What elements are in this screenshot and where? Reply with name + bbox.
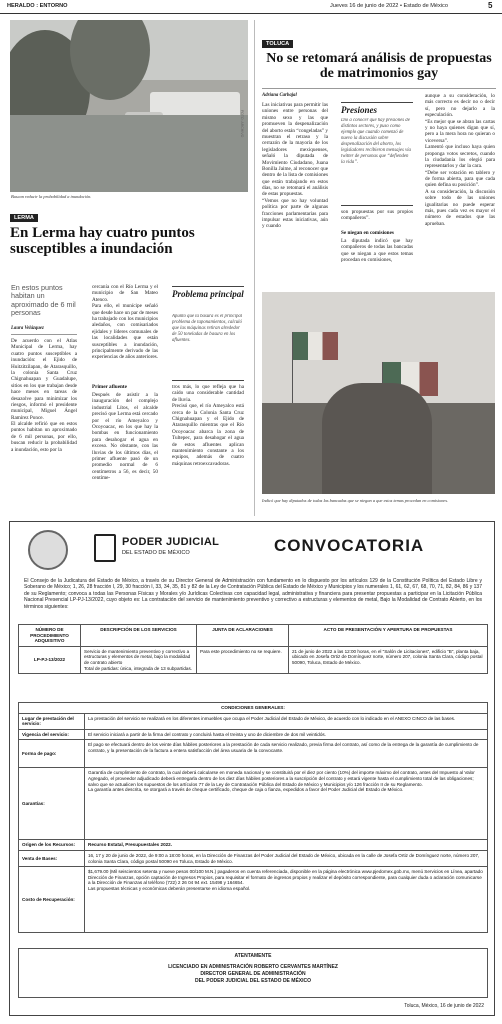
condition-text: Garantía de cumplimiento de contrato, la cual deberá calcularse en moneda nacional y se constituirá por el diez por ciento (10%) del importe máximo del contrato, antes del Impuesto al Valor Agregado, el proveedor adjudicado deberá entregarla dentro de los diez días hábiles posteriores a la suscripción del contrato y estará vigente hasta el cumplimiento total de las obligaciones; salvo que se actualicen los supuestos de los artículos 77 de la Ley de Contratación Pública del Estado de México y Municipios y/o 126 fracción II de su Reglamento. La garantía antes descrita, se otorgará a través de cheque certificado, cheque de caja o fianza, expedidos a favor del Poder Judicial del Estado de México. <box>85 768 488 840</box>
procedure-table <box>18 624 488 674</box>
condition-label: Venta de Bases: <box>19 850 85 866</box>
condition-label: Vigencia del servicio: <box>19 729 85 740</box>
conditions-title: CONDICIONES GENERALES: <box>19 703 488 714</box>
page-number: 5 <box>488 1 493 10</box>
toluca-col2-subhead: Se niegan en comisiones <box>341 230 394 236</box>
signature-line: ATENTAMENTE <box>234 953 272 959</box>
lerma-col1: De acuerdo con el Atlas Municipal de Lerma, hay cuatro puntos susceptibles a inundación: el Ejido de Huitzitzilapan, de Atarasquillo, la colonia Santa Cruz Chignahuapan y Guadalupe, sitios en los que trabajan desde hace meses en tareas de desazolve para minimizar los riesgos, informó el presidente municipal, Miguel Ángel Ramírez Ponce. El alcalde refirió que en estos puntos habitan un aproximado de 6 mil personas, por ello, buscan reducir la probabilidad a inundación, esto por la <box>11 338 77 453</box>
toluca-col2b: La diputada indicó que hay compañeros de todas las bancadas que se niegan a que estos temas procedan en comisiones, <box>341 238 413 264</box>
toluca-photo-caption: Indicó que hay diputados de todas las bancadas que se niegan a que estos temas procedan en comisiones. <box>262 498 449 503</box>
table-header: DESCRIPCIÓN DE LOS SERVICIOS <box>81 625 197 647</box>
conditions-table <box>18 702 488 933</box>
table-header: JUNTA DE ACLARACIONES <box>197 625 289 647</box>
header-date: Jueves 16 de junio de 2022 • Estado de México <box>330 3 448 9</box>
table-cell: Servicio de mantenimiento preventivo y correctivo a estructuras y elementos de metal, bajo la modalidad de contrato abierto Total de partidas: única, integrada de 13 subpartidas. <box>81 646 197 673</box>
condition-label: Garantías: <box>19 768 85 840</box>
toluca-sidebar-text: Dio a conocer que hay presiones de distintos sectores, y puso como ejemplo que cuando comenzó de nuevo la discusión sobre despenalización del aborto, los legisladores recibieron mensajes vía twitter de personas que “defienden la vida”. <box>341 118 411 165</box>
table-row <box>19 646 488 673</box>
table-row <box>19 850 488 866</box>
lerma-col2b: Después de asistir a la inauguración del complejo industrial Lítos, el alcalde precisó que Lerma está cercado por el río Ameyalco y Ocoyoacac, en los que hay la bombas en funcionamiento para desahogar el agua en exceso. No obstante, con las lluvias de los últimos días, el primer afluente pasó de un promedio normal de 6 centímetros a 56, es decir, 50 centíme- <box>92 392 158 482</box>
page-header <box>0 0 502 14</box>
lerma-sidebar-title: Problema principal <box>172 289 244 299</box>
table-row <box>19 768 488 840</box>
toluca-headline: No se retomará análisis de propuestas de matrimonios gay <box>266 51 492 81</box>
signature-block <box>18 948 488 998</box>
toluca-photo <box>262 292 495 494</box>
lerma-headline: En Lerma hay cuatro puntos susceptibles a inundación <box>10 225 195 257</box>
convocatoria-title: CONVOCATORIA <box>274 536 425 555</box>
table-row <box>19 729 488 740</box>
poder-judicial-logo-icon <box>94 534 116 562</box>
org-subtitle: DEL ESTADO DE MÉXICO <box>122 550 190 556</box>
lerma-photo-credit: FOTO: ARCHIVO <box>240 110 244 138</box>
signature-name: LICENCIADO EN ADMINISTRACIÓN ROBERTO CERVANTES MARTÍNEZ <box>168 964 338 970</box>
toluca-kicker: TOLUCA <box>262 40 293 48</box>
table-row <box>19 840 488 851</box>
convocatoria-intro: El Consejo de la Judicatura del Estado de México, a través de su Director General de Administración con fundamento en lo dispuesto por los artículos 129 de la Constitución Política del Estado Libre y Soberano de México; 1, 26, 28 fracción I, 29, 30 fracción I, 33, 34, 35, 81 y 82 de la Ley de Contratación Pública del Estado de México y Municipios y los numerales 1, 61, 62, 67, 68, 70, 71, 82, 84, 86 y 137 de su Reglamento; convoca a todas las Personas Físicas y Morales y/o Jurídicas Colectivas con capacidad legal, administrativa y financiera para presentar propuestas a participar en la Licitación Pública Nacional Presencial LP-PJ-13/2022, cuyo objeto es: La contratación del servicio de mantenimiento preventivo y correctivo a estructuras y elementos de metal, Bajo la Modalidad de Contrato Abierto, en los términos siguientes: <box>24 578 482 610</box>
table-cell: LP-PJ-13/2022 <box>19 646 81 673</box>
toluca-sidebar-title: Presiones <box>341 105 377 115</box>
table-row <box>19 740 488 768</box>
convocatoria-footer-date: Toluca, México, 16 de junio de 2022 <box>404 1003 484 1009</box>
table-row <box>19 867 488 933</box>
lerma-col2: cercanía con el Río Lerma y el municipio de San Mateo Atenco. Para ello, el munícipe señaló que desde hace un par de meses ha trabajado con los municipios aledaños, con comisariados ejidales y líderes comunales de las localidades que están susceptibles a inundación, principalmente derivado de las experiencias de años anteriores. <box>92 284 158 361</box>
lerma-photo <box>10 20 248 192</box>
lerma-kicker: LERMA <box>10 214 38 222</box>
condition-label: Costo de Recuperación: <box>19 867 85 933</box>
lerma-col3: tros más, lo que refleja que ha caído una considerable cantidad de lluvia. Precisó que, el río Ameyalco está cerca de la Colonia Santa Cruz Chignahuapan y el Ejido de Atarasquillo mientras que el Río Ocoyoacac abarca la zona de Tultepec, para desahogar el agua de estos afluentes aplican mantenimiento constante a los equipos, además de cuatro máquinas retroexcavadoras. <box>172 384 244 467</box>
convocatoria-notice <box>9 521 495 1016</box>
condition-text: $1,679.00 (Mil seiscientos setenta y nueve pesos 00/100 M.N.) pagaderos en cuenta referenciada, disponible en la página electrónica www.pjedomex.gob.mx, menú Servicios en Línea, apartado Dirección de Finanzas, opción captación de Ingresos Propios, para requisitar el formato de ingresos propios y realizar el depósito correspondiente, para cualquier duda o aclaración comunicarse a la Dirección de Finanzas al teléfono (722) 2 26 04 94 ext. 15498 y 164654. Las propuestas técnicas y económicas deberán presentarse en idioma español. <box>85 867 488 933</box>
section-label: HERALDO : ENTORNO <box>7 3 68 9</box>
condition-label: Lugar de prestación del servicio: <box>19 713 85 729</box>
lerma-author: Laura Velázquez <box>11 326 44 331</box>
table-header: ACTO DE PRESENTACIÓN Y APERTURA DE PROPUESTAS <box>289 625 488 647</box>
condition-text: Recurso Estatal, Presupuestales 2022. <box>85 840 488 851</box>
lerma-col2-subhead: Primer afluente <box>92 384 127 390</box>
condition-text: 16, 17 y 20 de junio de 2022, de 9:00 a 18:00 horas, en la Dirección de Finanzas del Poder Judicial del Estado de México, ubicada en la calle de Josefa Ortiz de Domínguez norte, número 207, colonia Santa Clara, código postal 50090 en Toluca, Estado de México. <box>85 850 488 866</box>
signature-role: DIRECTOR GENERAL DE ADMINISTRACIÓN <box>200 971 306 977</box>
table-cell: Para este procedimiento no se requiere. <box>197 646 289 673</box>
table-row <box>19 713 488 729</box>
condition-text: El servicio iniciará a partir de la firma del contrato y concluirá hasta el treinta y uno de diciembre de dos mil veintidós. <box>85 729 488 740</box>
condition-text: El pago se efectuará dentro de los veinte días hábiles posteriores a la prestación de cada servicio realizado, previa firma del contrato, así como de la entrega de la garantía de cumplimiento de contrato, y la presentación de la factura a entera satisfacción del área usuaria de la convocante. <box>85 740 488 768</box>
table-cell: 21 de junio de 2022 a las 12:00 horas, en el “Salón de Licitaciones”, edificio “B”, planta baja, ubicado en Josefa Ortiz de Domínguez norte, número 207, colonia Santa Clara, código postal 50090, Toluca, Estado de México. <box>289 646 488 673</box>
lerma-photo-caption: Buscan reducir la probabilidad a inundación. <box>11 194 92 199</box>
condition-label: Forma de pago: <box>19 740 85 768</box>
org-title: PODER JUDICIAL <box>122 536 220 548</box>
signature-org: DEL PODER JUDICIAL DEL ESTADO DE MÉXICO <box>194 978 312 984</box>
condition-text: La prestación del servicio se realizará en los diferentes inmuebles que ocupa el Poder Judicial del Estado de México, de acuerdo con lo indicado en el ANEXO CINCO de las bases. <box>85 713 488 729</box>
toluca-col3: aunque a su consideración, lo más correcto es decir no o decir sí, pero no dejarlo a la especulación. “Es mejor que se abran las cartas y no haya quienes digan que sí, pero a la mera hora no quieran o viceversa”. Lamentó que incluso haya quien proponga votos secretos, cuando la ciudadanía los elegió para representarlos y dar la cara. “Debe ser votación en tablero y de forma abierta, para que cada quien defina su posición”. A su consideración, la discusión sobre todo de las uniones igualitarias no puede esperar más, pues cada vez es mayor el número de estados que las aprueban. <box>425 93 495 227</box>
toluca-col1: Las iniciativas para permitir las uniones entre personas del mismo sexo y las que promueven la despenalización del aborto están “congeladas” y muestran el retraso y la cerrazón de la mayoría de los legisladores mexiquenses, señaló la diputada de Movimiento Ciudadano, Juana Bonilla Jaime, al reconocer que dentro de la lista de comisiones que están trabajando en estos días, no se retomará el análisis de estas propuestas. “Vemos que no hay voluntad política por parte de algunas fracciones parlamentarias para impulsar estas iniciativas, aún y cuando <box>262 102 328 230</box>
condition-label: Origen de los Recursos: <box>19 840 85 851</box>
estado-mexico-seal-icon <box>28 530 68 570</box>
lerma-sidebar-text: Apuntó que la basura es el principal problema de taponamientos, calculó que las máquinas retiran alrededor de 50 toneladas de basura en los afluentes. <box>172 314 243 343</box>
table-header: NÚMERO DE PROCEDIMIENTO ADQUISITIVO <box>19 625 81 647</box>
toluca-col2a: son propuestas por sus propios compañeros”. <box>341 209 413 222</box>
lerma-subhead: En estos puntos habitan un aproximado de 6 mil personas <box>11 283 76 317</box>
toluca-author: Adriana Carbajal <box>262 93 297 98</box>
